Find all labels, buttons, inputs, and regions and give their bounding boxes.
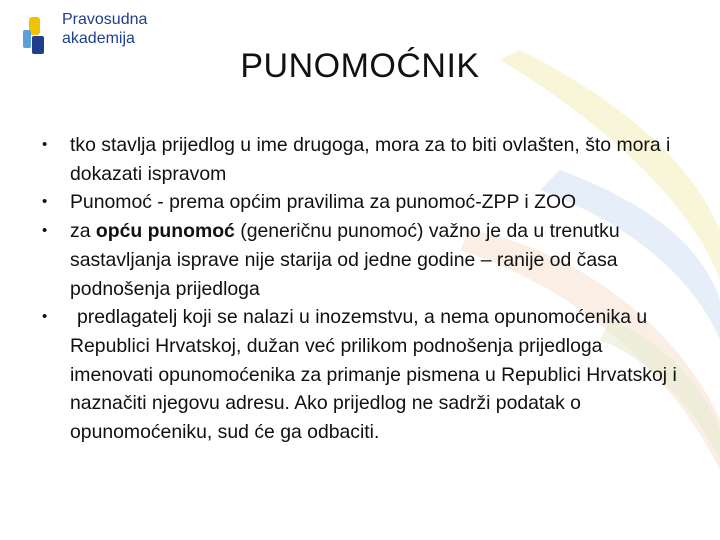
bullet-text-before: za	[70, 220, 96, 243]
logo-line-2: akademija	[62, 30, 135, 47]
bullet-item	[40, 303, 680, 447]
bullet-marker: •	[42, 308, 48, 326]
bullet-text: tko stavlja prijedlog u ime drugoga, mora za to biti ovlašten, što mora i dokazati ispravom	[70, 134, 671, 185]
logo-line-1: Pravosudna	[62, 11, 148, 28]
bullet-bold-text: opću punomoć	[95, 220, 235, 243]
bullet-text: Punomoć - prema općim pravilima za punomoć-ZPP i ZOO	[70, 191, 577, 214]
logo-text	[62, 10, 147, 48]
bullet-item	[40, 217, 680, 303]
bullet-marker: •	[42, 222, 48, 240]
bullet-item	[40, 131, 680, 188]
bullet-item	[40, 188, 680, 217]
bullet-list	[40, 131, 680, 447]
slide-title: PUNOMOĆNIK	[240, 47, 480, 85]
bullet-marker: •	[42, 193, 48, 211]
bullet-marker: •	[42, 136, 48, 153]
bullet-text: predlagatelj koji se nalazi u inozemstvu, a nema opunomoćenika u Republici Hrvatskoj, dužan već prilikom podnošenja prijedloga imenovati opunomoćenika za primanje pismena u Republici Hrvatskoj i naznačiti njegovu adresu. Ako prijedlog ne sadrži podatak o opunomoćeniku, sud će ga odbaciti.	[70, 306, 677, 444]
bullet-text-after: (generičnu punomoć) važno je da u trenutku sastavljanja isprave nije starija od jedne godine – ranije od časa podnošenja prijedloga	[70, 220, 620, 300]
